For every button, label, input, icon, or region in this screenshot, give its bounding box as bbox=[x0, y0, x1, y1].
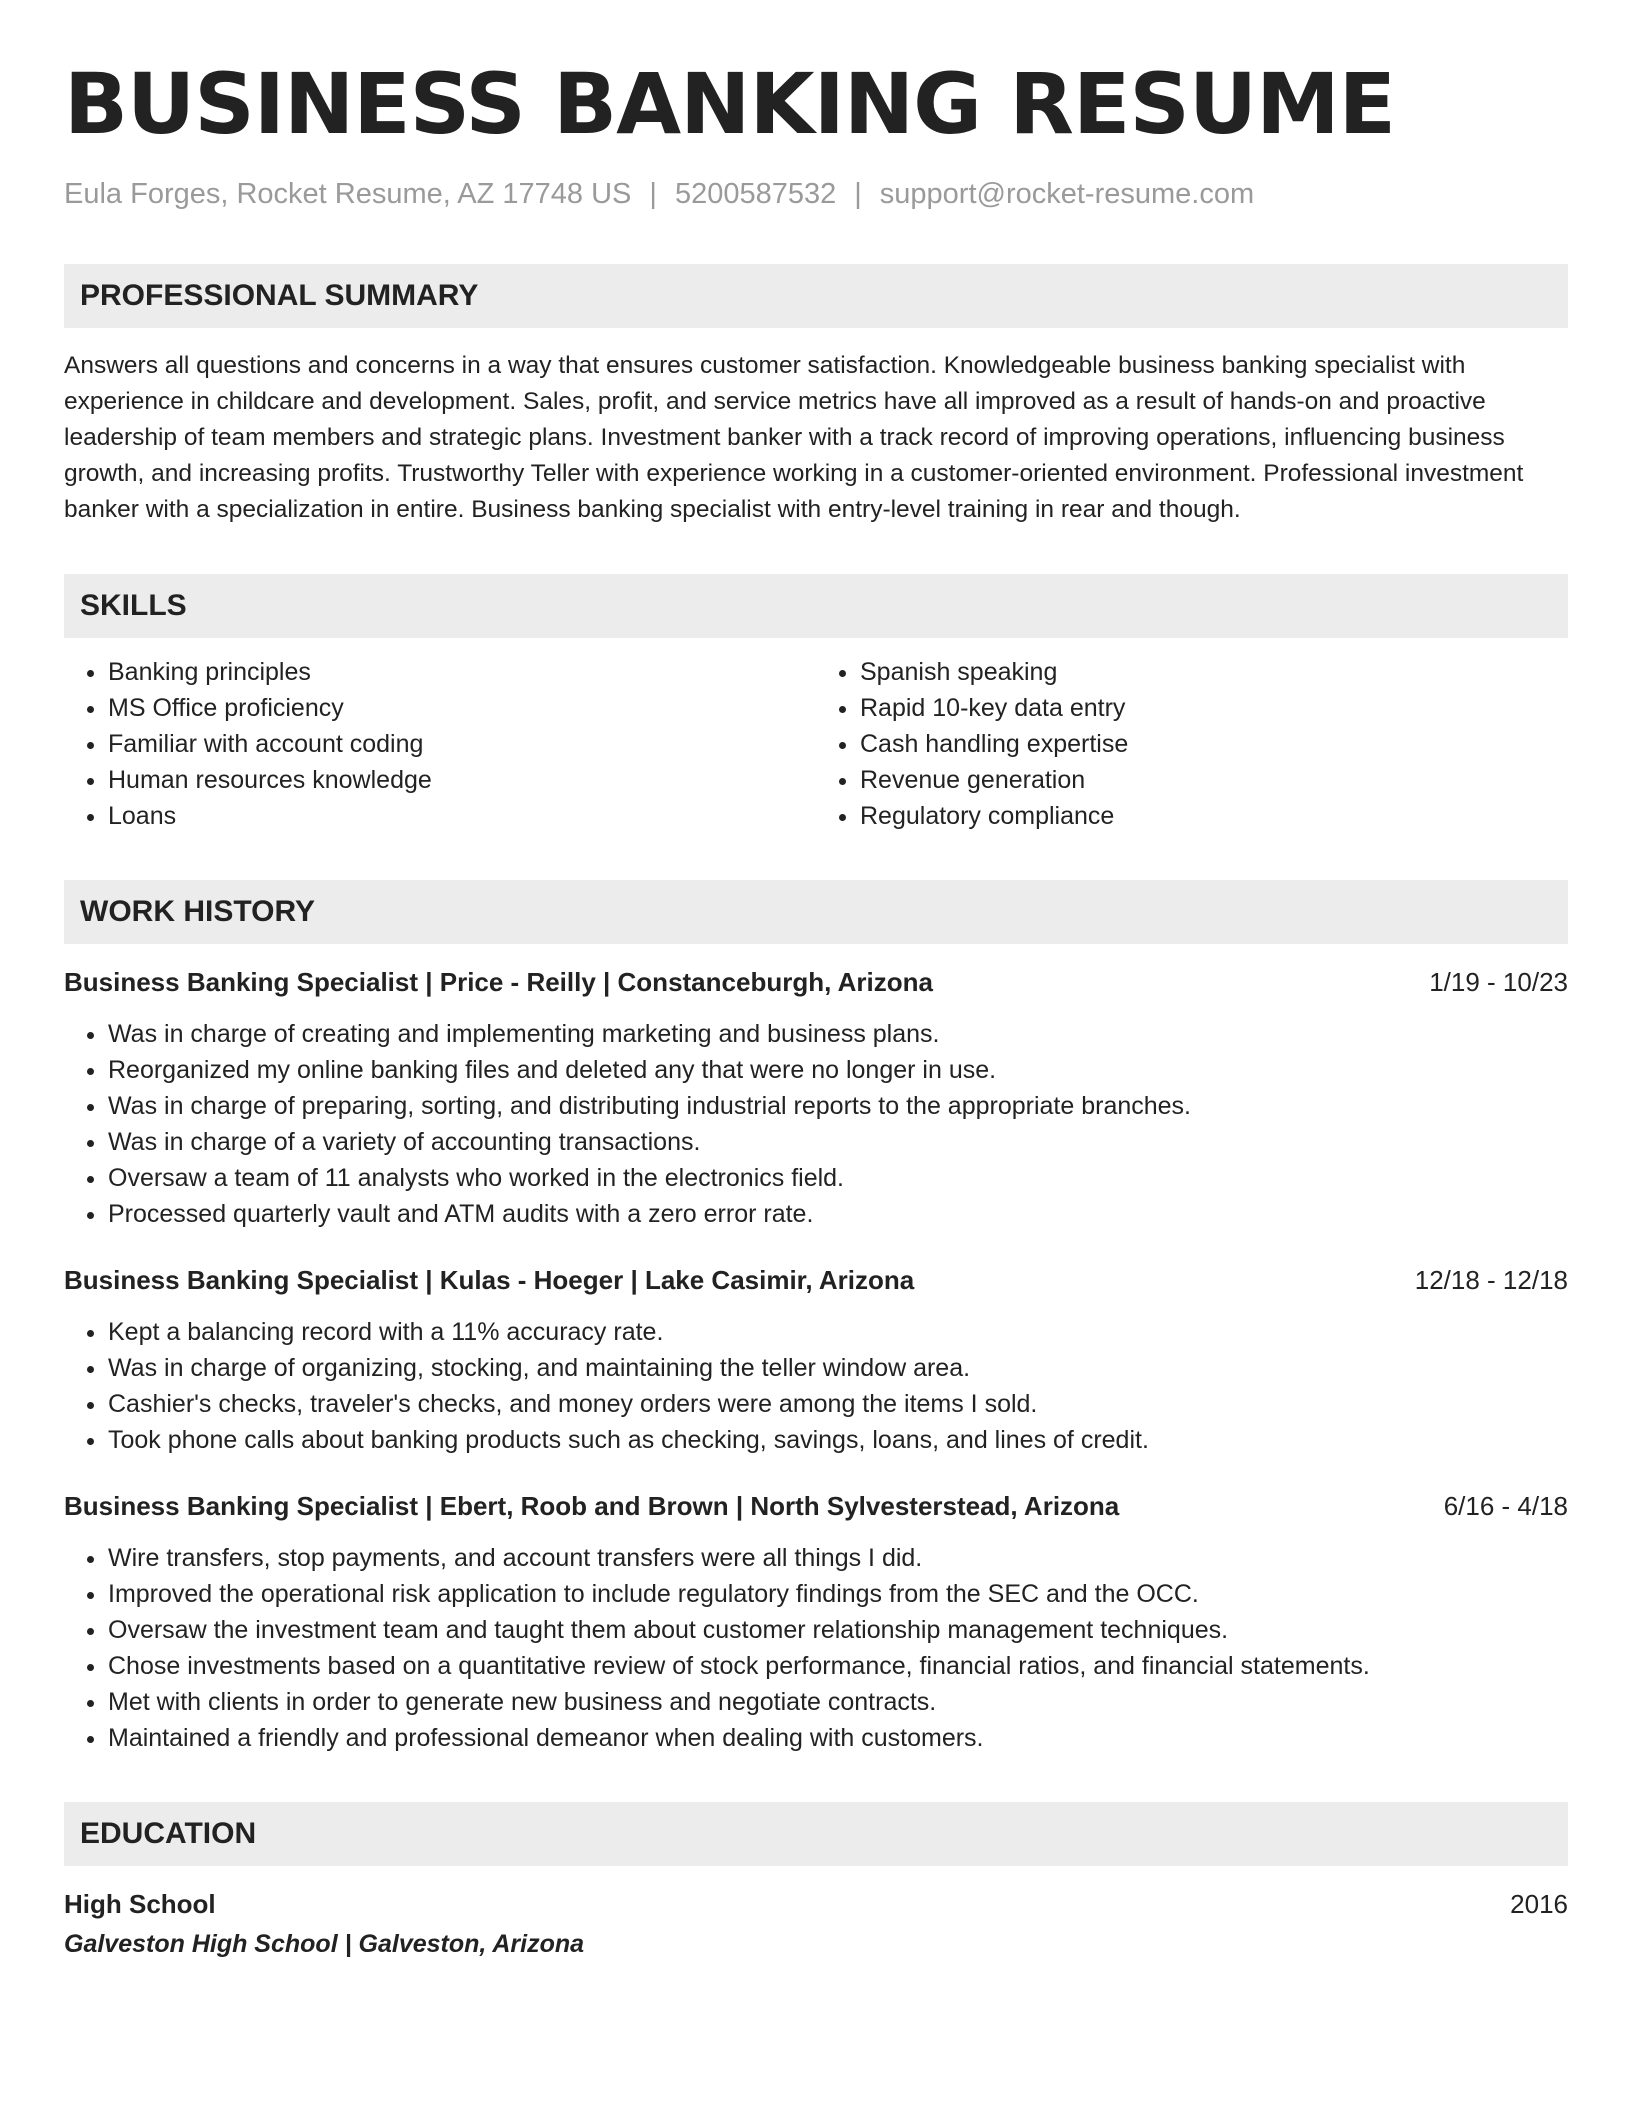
skill-item: • Human resources knowledge bbox=[108, 762, 816, 798]
job-title: Business Banking Specialist | Price - Reilly | Constanceburgh, Arizona bbox=[64, 967, 933, 997]
summary-text: Answers all questions and concerns in a way that ensures customer satisfaction. Knowledgeable business banking specialist with experience in childcare and development. Sales, profit, and service metrics have all improved as a result of hands-on and proactive leadership of team members and strategic plans. Investment banker with a track record of improving operations, influencing business growth, and increasing profits. Trustworthy Teller with experience working in a customer-oriented environment. Professional investment banker with a specialization in entire. Business banking specialist with entry-level training in rear and though. bbox=[64, 352, 1524, 523]
job-bullet: • Wire transfers, stop payments, and account transfers were all things I did. bbox=[108, 1540, 1568, 1576]
job-bullet: • Chose investments based on a quantitative review of stock performance, financial ratios, and financial statements. bbox=[108, 1648, 1568, 1684]
job-entry bbox=[64, 964, 1568, 1232]
education-year: 2016 bbox=[1510, 1889, 1568, 1919]
job-entry bbox=[64, 1488, 1568, 1756]
job-bullet: • Was in charge of creating and implementing marketing and business plans. bbox=[108, 1016, 1568, 1052]
job-bullet: • Met with clients in order to generate new business and negotiate contracts. bbox=[108, 1684, 1568, 1720]
skill-item: • Loans bbox=[108, 798, 816, 834]
job-bullet: • Was in charge of organizing, stocking, and maintaining the teller window area. bbox=[108, 1350, 1568, 1386]
contact-address: Eula Forges, Rocket Resume, AZ 17748 US bbox=[64, 178, 632, 210]
job-bullets bbox=[64, 1016, 1568, 1232]
skill-item: • Familiar with account coding bbox=[108, 726, 816, 762]
job-bullet: • Maintained a friendly and professional demeanor when dealing with customers. bbox=[108, 1720, 1568, 1756]
contact-phone: 5200587532 bbox=[674, 178, 837, 210]
job-bullets bbox=[64, 1540, 1568, 1756]
job-dates: 6/16 - 4/18 bbox=[1443, 1491, 1568, 1521]
job-bullet: • Oversaw the investment team and taught them about customer relationship management techniques. bbox=[108, 1612, 1568, 1648]
job-title: Business Banking Specialist | Ebert, Roob and Brown | North Sylvesterstead, Arizona bbox=[64, 1491, 1120, 1521]
job-bullet: • Kept a balancing record with a 11% accuracy rate. bbox=[108, 1314, 1568, 1350]
job-bullet: • Took phone calls about banking products such as checking, savings, loans, and lines of credit. bbox=[108, 1422, 1568, 1458]
resume-title: BUSINESS BANKING RESUME bbox=[64, 55, 1396, 153]
skills-heading: SKILLS bbox=[64, 574, 1568, 638]
contact-separator: | bbox=[649, 178, 657, 210]
job-header bbox=[64, 964, 1568, 1000]
education-header bbox=[64, 1886, 1568, 1922]
job-bullet: • Processed quarterly vault and ATM audits with a zero error rate. bbox=[108, 1196, 1568, 1232]
skills-list bbox=[64, 654, 1568, 834]
job-dates: 12/18 - 12/18 bbox=[1414, 1265, 1568, 1295]
contact-line bbox=[64, 174, 1568, 214]
job-header bbox=[64, 1488, 1568, 1524]
contact-email: support@rocket-resume.com bbox=[879, 178, 1255, 210]
job-bullets bbox=[64, 1314, 1568, 1458]
education-school: Galveston High School | Galveston, Arizona bbox=[64, 1930, 585, 1958]
job-bullet: • Was in charge of preparing, sorting, and distributing industrial reports to the appropriate branches. bbox=[108, 1088, 1568, 1124]
skill-item: • Banking principles bbox=[108, 654, 816, 690]
job-bullet: • Cashier's checks, traveler's checks, and money orders were among the items I sold. bbox=[108, 1386, 1568, 1422]
skill-item: • Cash handling expertise bbox=[860, 726, 1568, 762]
job-entry bbox=[64, 1262, 1568, 1458]
education-degree: High School bbox=[64, 1889, 216, 1919]
contact-separator: | bbox=[854, 178, 862, 210]
education-entry bbox=[64, 1886, 1568, 1962]
job-bullet: • Was in charge of a variety of accounting transactions. bbox=[108, 1124, 1568, 1160]
job-bullet: • Reorganized my online banking files and deleted any that were no longer in use. bbox=[108, 1052, 1568, 1088]
work-history-heading: WORK HISTORY bbox=[64, 880, 1568, 944]
job-title: Business Banking Specialist | Kulas - Hoeger | Lake Casimir, Arizona bbox=[64, 1265, 915, 1295]
skill-item: • Rapid 10-key data entry bbox=[860, 690, 1568, 726]
education-heading: EDUCATION bbox=[64, 1802, 1568, 1866]
job-dates: 1/19 - 10/23 bbox=[1429, 967, 1568, 997]
job-bullet: • Improved the operational risk application to include regulatory findings from the SEC and the OCC. bbox=[108, 1576, 1568, 1612]
summary-heading: PROFESSIONAL SUMMARY bbox=[64, 264, 1568, 328]
skills-column-left bbox=[64, 654, 816, 834]
skill-item: • Revenue generation bbox=[860, 762, 1568, 798]
job-header bbox=[64, 1262, 1568, 1298]
skills-column-right bbox=[816, 654, 1568, 834]
skill-item: • Regulatory compliance bbox=[860, 798, 1568, 834]
job-bullet: • Oversaw a team of 11 analysts who worked in the electronics field. bbox=[108, 1160, 1568, 1196]
skill-item: • MS Office proficiency bbox=[108, 690, 816, 726]
skill-item: • Spanish speaking bbox=[860, 654, 1568, 690]
